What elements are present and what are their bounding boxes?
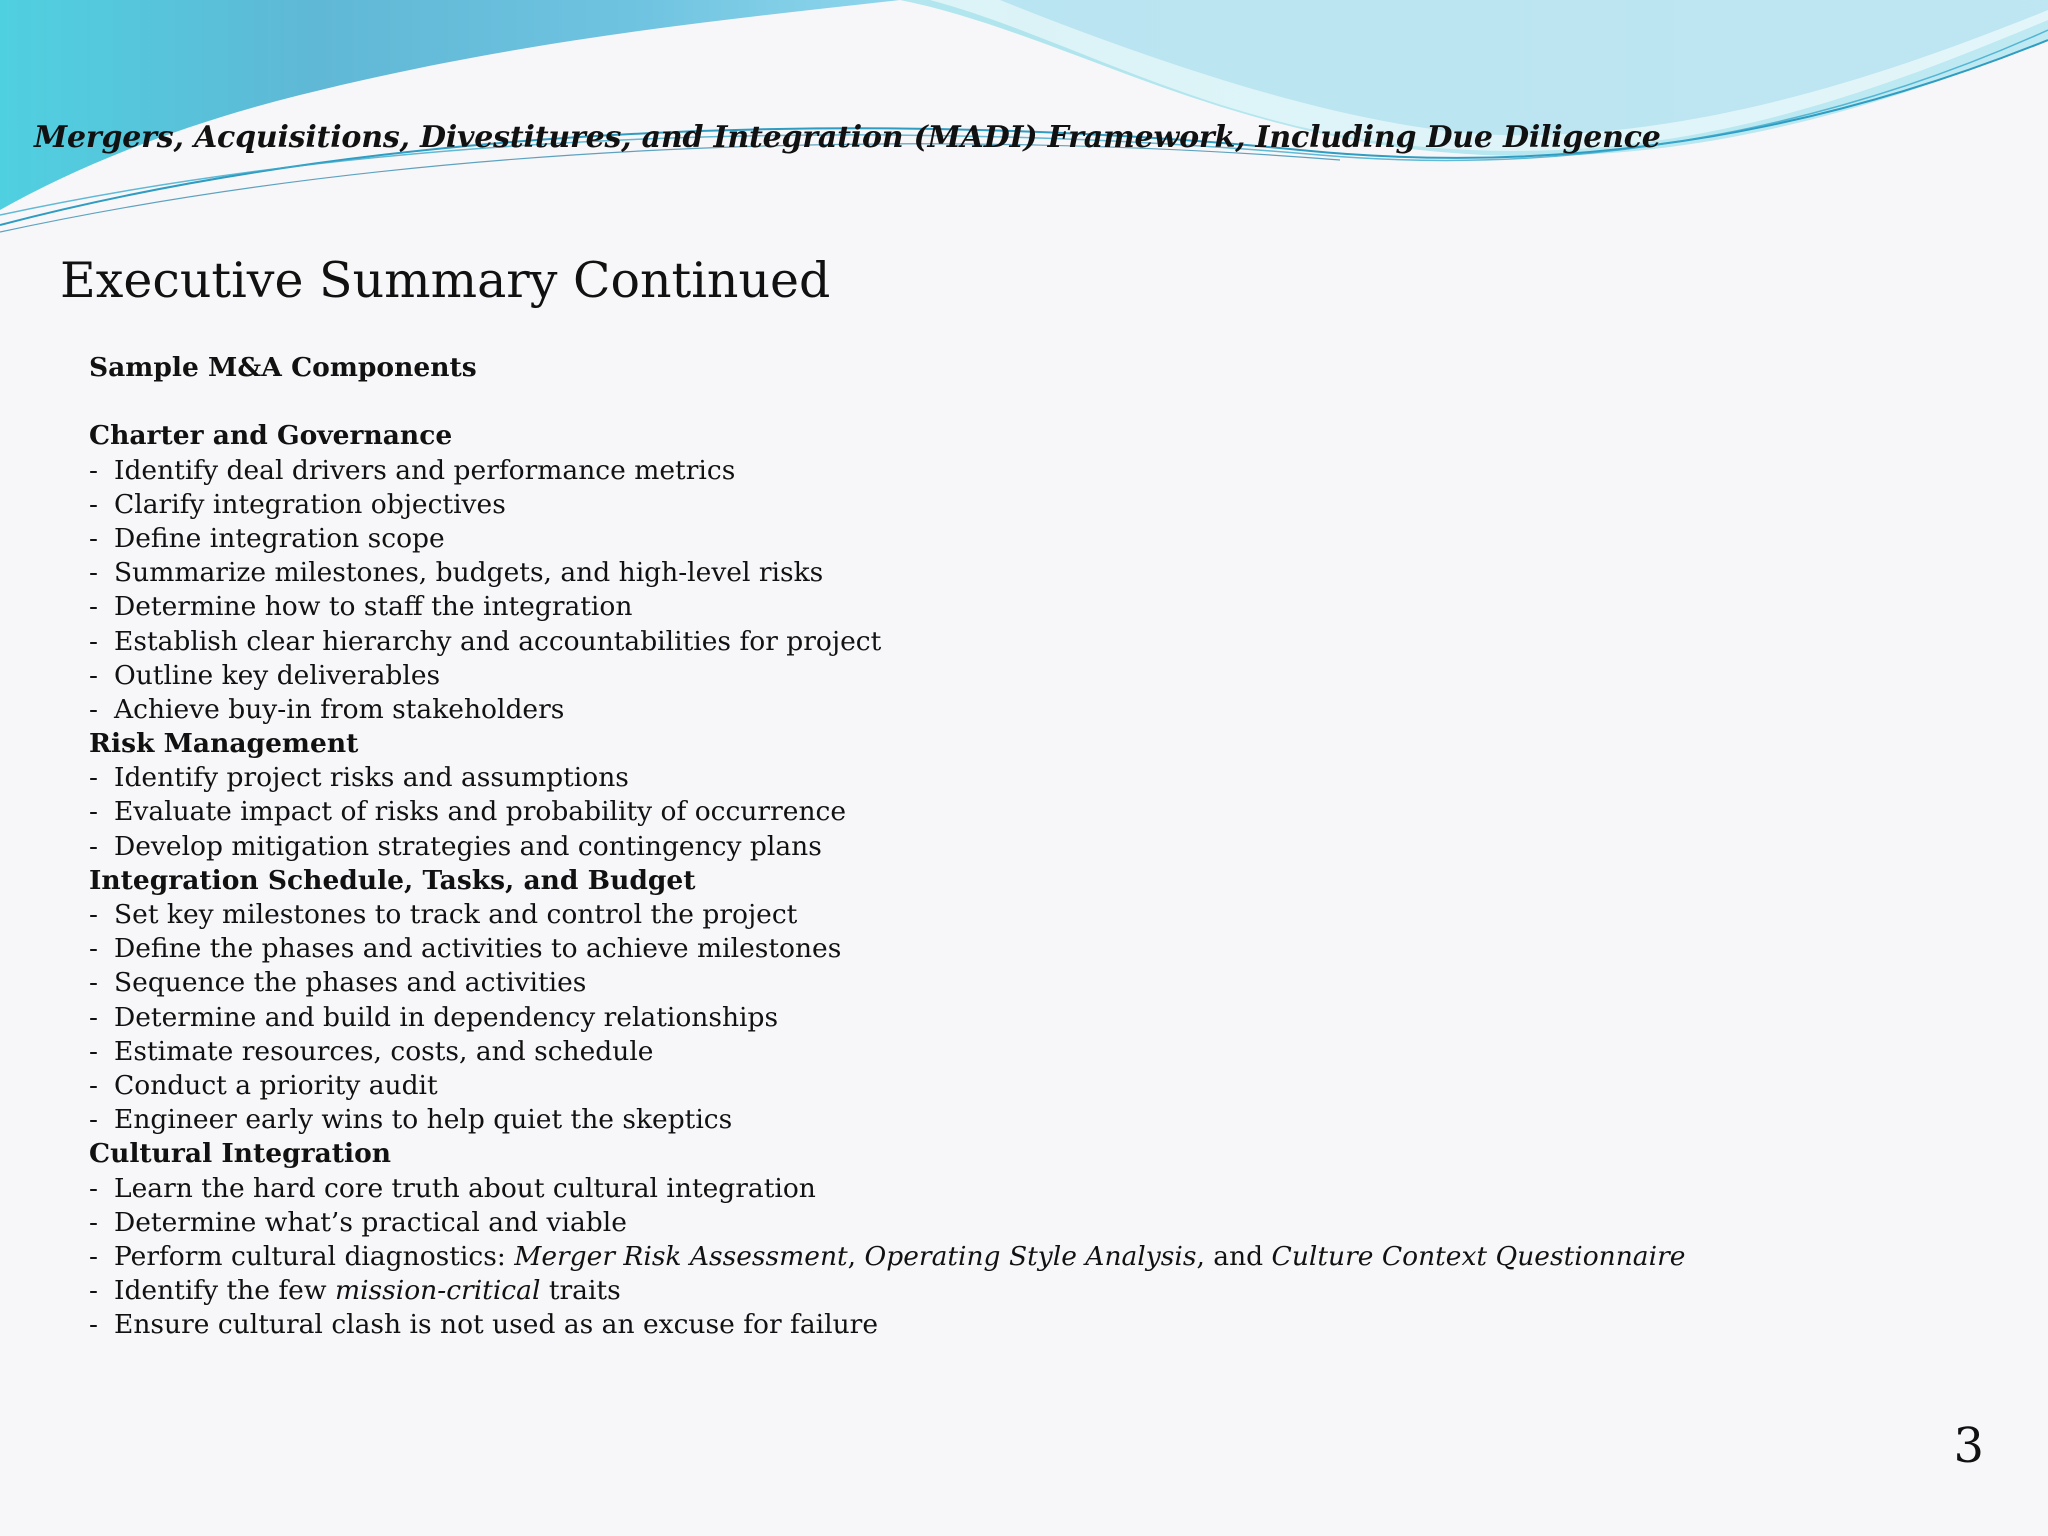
header-title: Mergers, Acquisitions, Divestitures, and Integration (MADI) Framework, Including Due Diligence <box>34 120 1661 155</box>
list-item: - Sequence the phases and activities <box>89 967 587 999</box>
list-item: - Perform cultural diagnostics: Merger Risk Assessment, Operating Style Analysis, and Culture Context Questionnaire <box>89 1240 1686 1272</box>
list-item: - Identify the few mission-critical traits <box>89 1275 621 1307</box>
list-item: - Identify project risks and assumptions <box>89 762 629 794</box>
list-item: - Define integration scope <box>89 522 445 554</box>
spacer <box>89 385 1685 419</box>
list-item: - Set key milestones to track and control the project <box>89 899 798 930</box>
page-number: 3 <box>1953 1418 1984 1474</box>
list-item: - Define the phases and activities to achieve milestones <box>89 933 842 965</box>
list-item: - Determine how to staff the integration <box>89 591 633 623</box>
list-item: - Summarize milestones, budgets, and high-level risks <box>89 557 824 589</box>
content-body <box>89 351 1685 1342</box>
list-item: - Determine what’s practical and viable <box>89 1206 627 1238</box>
list-item: - Outline key deliverables <box>89 659 441 691</box>
list-item: - Achieve buy-in from stakeholders <box>89 693 565 725</box>
list-item: - Estimate resources, costs, and schedule <box>89 1035 654 1067</box>
slide-title: Executive Summary Continued <box>60 252 831 309</box>
list-item: - Learn the hard core truth about cultural integration <box>89 1172 816 1204</box>
list-item: - Engineer early wins to help quiet the skeptics <box>89 1104 733 1136</box>
list-item: - Establish clear hierarchy and accountabilities for project <box>89 625 882 657</box>
list-item: - Conduct a priority audit <box>89 1069 438 1101</box>
list-item: - Evaluate impact of risks and probability of occurrence <box>89 796 847 828</box>
list-item: - Clarify integration objectives <box>89 488 506 520</box>
list-item: - Develop mitigation strategies and contingency plans <box>89 830 822 862</box>
section-heading: Charter and Governance <box>89 420 453 452</box>
list-item: - Ensure cultural clash is not used as an excuse for failure <box>89 1309 879 1341</box>
section-heading: Cultural Integration <box>89 1138 392 1170</box>
list-item: - Determine and build in dependency relationships <box>89 1001 779 1033</box>
section-heading: Risk Management <box>89 728 359 760</box>
list-item: - Identify deal drivers and performance metrics <box>89 454 736 486</box>
intro-heading: Sample M&A Components <box>89 352 477 383</box>
section-heading: Integration Schedule, Tasks, and Budget <box>89 864 696 896</box>
